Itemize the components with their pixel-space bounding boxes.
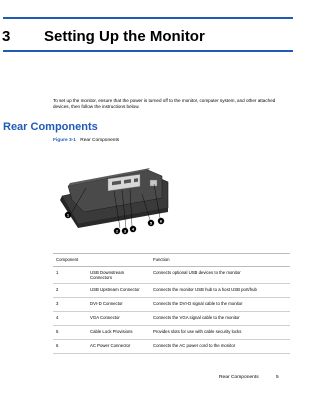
callout-5: 5	[149, 220, 153, 226]
row-component: USB Downstream Connectors	[87, 267, 150, 284]
table-row	[53, 267, 290, 284]
footer-page-number: 5	[276, 375, 279, 380]
callout-4: 4	[131, 226, 135, 232]
table-header-row	[53, 254, 290, 267]
table-row	[53, 326, 290, 340]
row-number: 2	[53, 284, 87, 298]
table-row	[53, 312, 290, 326]
chapter-title: Setting Up the Monitor	[44, 28, 205, 45]
row-number: 1	[53, 267, 87, 284]
intro-paragraph: To set up the monitor, ensure that the power is turned off to the monitor, computer system, and other attached devices, then follow the instructions below.	[53, 98, 276, 110]
section-title: Rear Components	[3, 121, 98, 133]
row-function: Connects the VGA signal cable to the monitor	[150, 312, 290, 326]
footer-section-name: Rear Components	[219, 375, 259, 380]
header-name	[87, 254, 150, 267]
header-function: Function	[150, 254, 290, 267]
row-function: Connects the AC power cord to the monitor	[150, 340, 290, 354]
table-row	[53, 298, 290, 312]
figure-caption	[53, 138, 119, 143]
row-component: USB Upstream Connector	[87, 284, 150, 298]
table-row	[53, 340, 290, 354]
row-function: Connects the monitor USB hub to a host USB port/hub	[150, 284, 290, 298]
callout-1: 1	[66, 212, 70, 218]
power-socket	[150, 180, 157, 186]
row-number: 6	[53, 340, 87, 354]
row-function: Connects optional USB devices to the monitor	[150, 267, 290, 284]
row-number: 5	[53, 326, 87, 340]
row-component: DVI-D Connector	[87, 298, 150, 312]
row-number: 3	[53, 298, 87, 312]
top-rule	[3, 17, 293, 19]
chapter-number: 3	[2, 28, 11, 45]
row-component: AC Power Connector	[87, 340, 150, 354]
figure-caption-text: Rear Components	[80, 138, 120, 143]
callout-3: 3	[123, 228, 127, 234]
callout-6: 6	[159, 218, 163, 224]
title-rule	[3, 50, 293, 52]
row-function: Provides slots for use with cable security locks	[150, 326, 290, 340]
callout-2: 2	[115, 228, 119, 234]
row-number: 4	[53, 312, 87, 326]
rear-components-illustration	[50, 160, 180, 240]
components-table	[53, 253, 290, 354]
usb-upstream-port	[134, 178, 138, 182]
row-component: Cable Lock Provisions	[87, 326, 150, 340]
row-component: VGA Connector	[87, 312, 150, 326]
table-row	[53, 284, 290, 298]
header-component: Component	[53, 254, 87, 267]
row-function: Connects the DVI-D signal cable to the monitor	[150, 298, 290, 312]
figure-label: Figure 3-1	[53, 138, 76, 143]
